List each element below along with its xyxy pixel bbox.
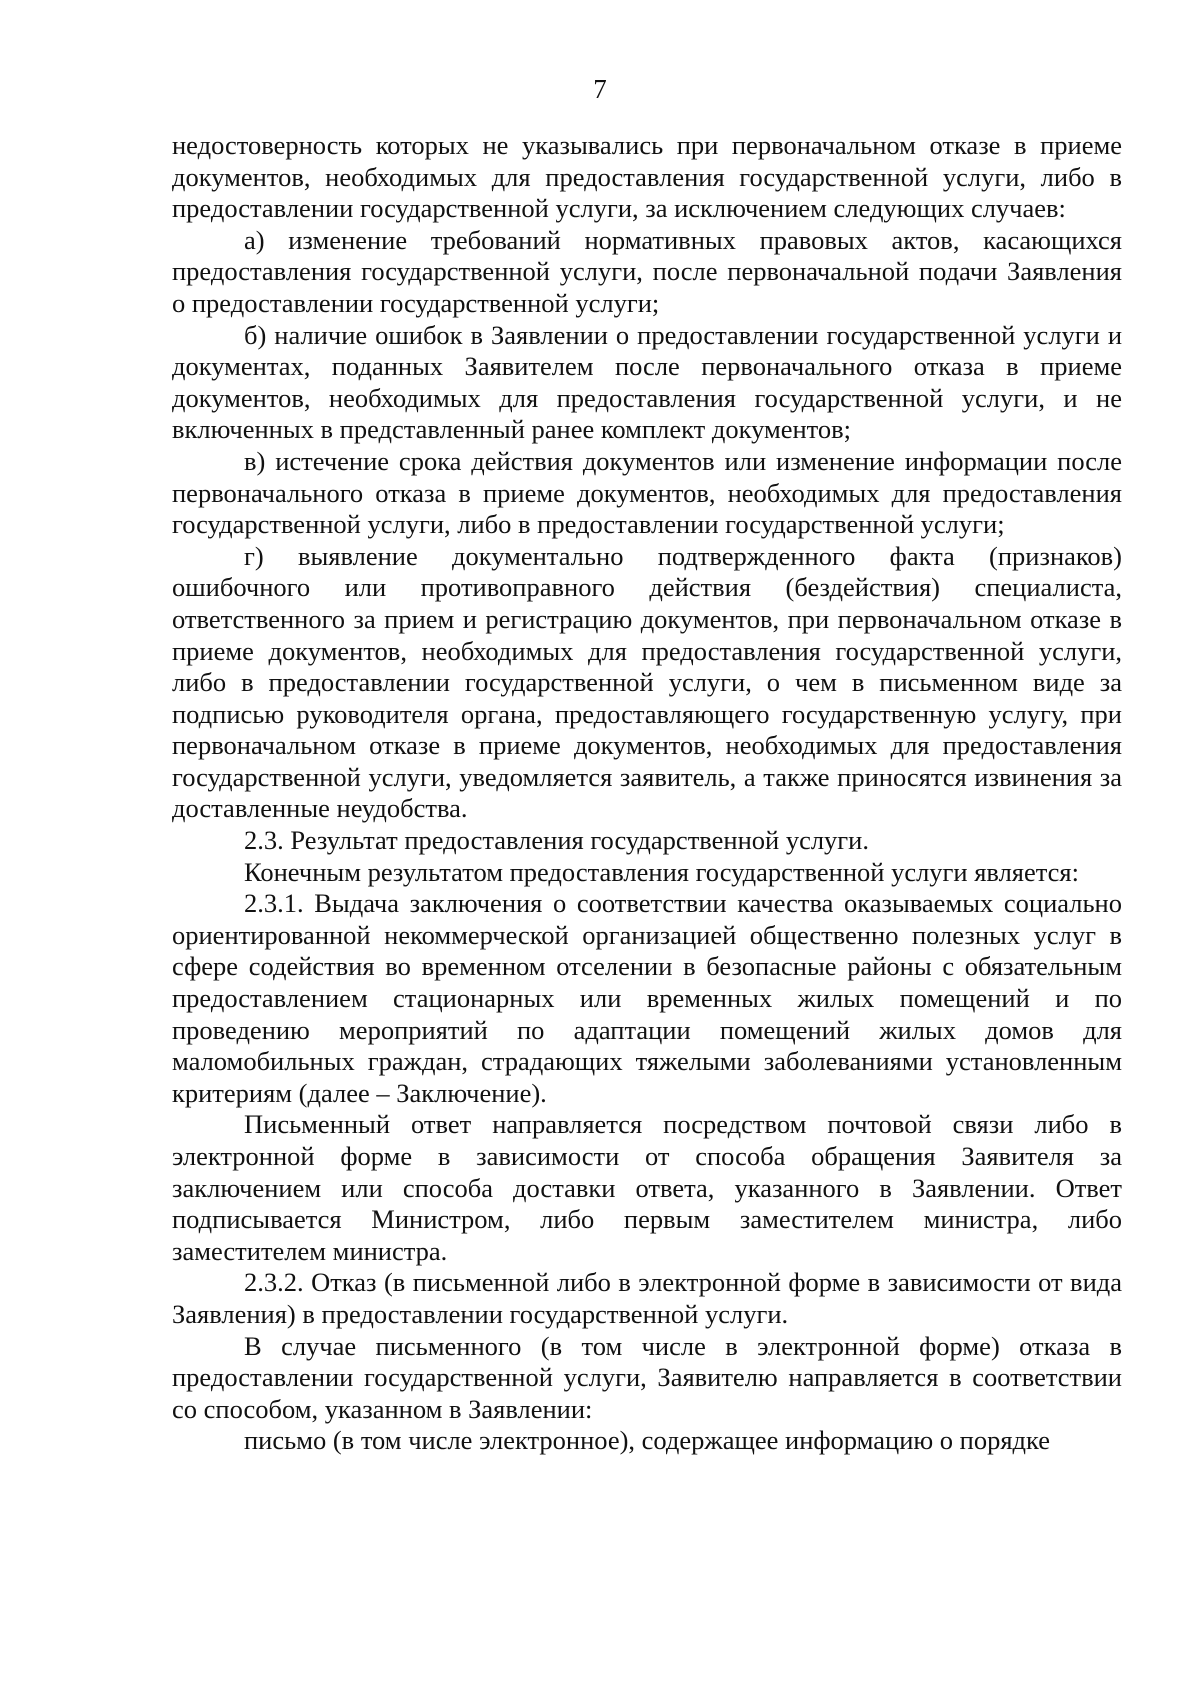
section-heading: 2.3. Результат предоставления государственной услуги.: [244, 825, 869, 856]
paragraph: г) выявление документально подтвержденного факта (признаков) ошибочного или противоправного действия (бездействия) специалиста, ответственного за прием и регистрацию документов, при первоначальном отказе в приеме документов, необходимых для предоставления государственной услуги, либо в предоставлении государственной услуги, о чем в письменном виде за подписью руководителя органа, предоставляющего государственную услугу, при первоначальном отказе в приеме документов, необходимых для предоставления государственной услуги, уведомляется заявитель, а также приносятся извинения за доставленные неудобства.: [172, 540, 1122, 824]
document-body: [172, 130, 1122, 1457]
paragraph: письмо (в том числе электронное), содержащее информацию о порядке: [244, 1425, 1050, 1456]
paragraph: Письменный ответ направляется посредством почтовой связи либо в электронной форме в зависимости от способа обращения Заявителя за заключением или способа доставки ответа, указанного в Заявлении. Ответ подписывается Министром, либо первым заместителем министра, либо заместителем министра.: [172, 1109, 1122, 1266]
paragraph: в) истечение срока действия документов или изменение информации после первоначального отказа в приеме документов, необходимых для предоставления государственной услуги, либо в предоставлении государственной услуги;: [172, 445, 1122, 540]
paragraph: б) наличие ошибок в Заявлении о предоставлении государственной услуги и документах, поданных Заявителем после первоначального отказа в приеме документов, необходимых для предоставления государственной услуги, и не включенных в представленный ранее комплект документов;: [172, 319, 1122, 445]
paragraph: 2.3.2. Отказ (в письменной либо в электронной форме в зависимости от вида Заявления) в предоставлении государственной услуги.: [172, 1267, 1122, 1329]
paragraph: В случае письменного (в том числе в электронной форме) отказа в предоставлении государственной услуги, Заявителю направляется в соответствии со способом, указанном в Заявлении:: [172, 1330, 1122, 1424]
paragraph: недостоверность которых не указывались при первоначальном отказе в приеме документов, необходимых для предоставления государственной услуги, либо в предоставлении государственной услуги, за исключением следующих случаев:: [172, 130, 1122, 224]
page-number: 7: [593, 74, 607, 104]
paragraph: а) изменение требований нормативных правовых актов, касающихся предоставления государственной услуги, после первоначальной подачи Заявления о предоставлении государственной услуги;: [172, 224, 1122, 318]
paragraph: Конечным результатом предоставления государственной услуги является:: [244, 856, 1079, 887]
paragraph: 2.3.1. Выдача заключения о соответствии качества оказываемых социально ориентированной некоммерческой организацией общественно полезных услуг в сфере содействия во временном отселении в безопасные районы с обязательным предоставлением стационарных или временных жилых помещений и по проведению мероприятий по адаптации помещений жилых домов для маломобильных граждан, страдающих тяжелыми заболеваниями установленным критериям (далее – Заключение).: [172, 888, 1122, 1108]
